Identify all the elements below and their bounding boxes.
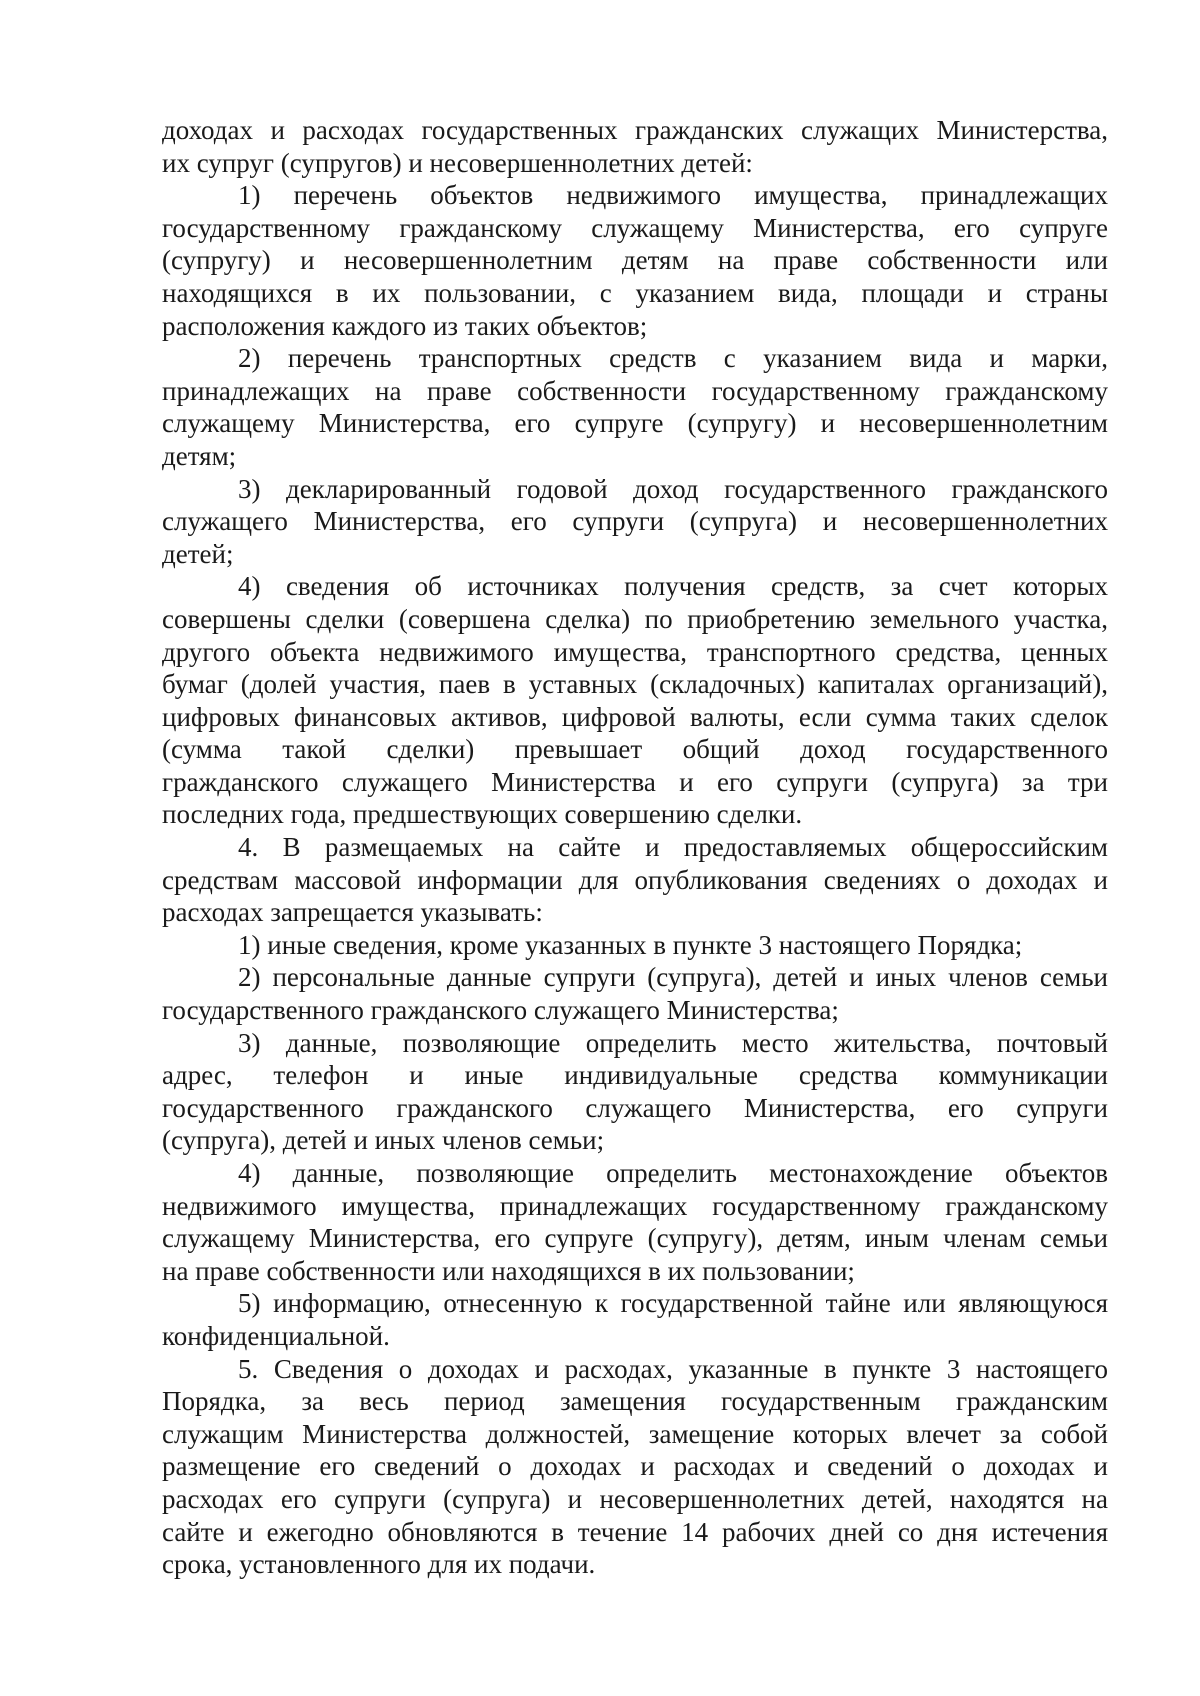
text-line: цифровых финансовых активов, цифровой валюты, если сумма таких сделок (162, 701, 1108, 732)
text-line: детей; (162, 538, 234, 569)
text-line: находящихся в их пользовании, с указанием вида, площади и страны (162, 277, 1108, 308)
text-line: государственного гражданского служащего Министерства, его супруги (162, 1092, 1108, 1123)
text-line: их супруг (супругов) и несовершеннолетних детей: (162, 147, 753, 178)
text-line: 3) данные, позволяющие определить место жительства, почтовый (238, 1027, 1108, 1058)
text-line: 2) перечень транспортных средств с указанием вида и марки, (238, 343, 1108, 374)
text-line: расходах его супруги (супруга) и несовершеннолетних детей, находятся на (162, 1483, 1108, 1514)
text-line: служащим Министерства должностей, замещение которых влечет за собой (162, 1418, 1108, 1449)
text-line: недвижимого имущества, принадлежащих государственному гражданскому (162, 1190, 1108, 1221)
text-line: размещение его сведений о доходах и расходах и сведений о доходах и (162, 1451, 1108, 1482)
text-line: 1) иные сведения, кроме указанных в пункте 3 настоящего Порядка; (238, 929, 1023, 960)
text-line: государственного гражданского служащего Министерства; (162, 995, 839, 1026)
text-line: доходах и расходах государственных гражданских служащих Министерства, (162, 115, 1108, 145)
text-line: гражданского служащего Министерства и его супруги (супруга) за три (162, 766, 1108, 797)
text-line: 1) перечень объектов недвижимого имущества, принадлежащих (238, 180, 1108, 211)
text-line: сайте и ежегодно обновляются в течение 14 рабочих дней со дня истечения (162, 1516, 1108, 1547)
text-line: 2) персональные данные супруги (супруга), детей и иных членов семьи (238, 962, 1108, 993)
text-line: принадлежащих на праве собственности государственному гражданскому (162, 375, 1108, 406)
text-line: 5. Сведения о доходах и расходах, указанные в пункте 3 настоящего (238, 1353, 1108, 1384)
text-line: (супруга), детей и иных членов семьи; (162, 1125, 605, 1156)
text-line: служащего Министерства, его супруги (супруга) и несовершеннолетних (162, 506, 1108, 537)
text-line: другого объекта недвижимого имущества, транспортного средства, ценных (162, 636, 1108, 667)
text-line: служащему Министерства, его супруге (супругу), детям, иным членам семьи (162, 1223, 1108, 1254)
text-line: служащему Министерства, его супруге (супругу) и несовершеннолетним (162, 408, 1108, 439)
text-line: государственному гражданскому служащему Министерства, его супруге (162, 212, 1108, 243)
text-line: на праве собственности или находящихся в их пользовании; (162, 1255, 855, 1286)
text-line: детям; (162, 440, 237, 471)
text-line: 4) сведения об источниках получения средств, за счет которых (238, 571, 1108, 602)
text-line: конфиденциальной. (162, 1320, 390, 1351)
text-line: 3) декларированный годовой доход государственного гражданского (238, 473, 1108, 504)
text-line: средствам массовой информации для опубликования сведениях о доходах и (162, 864, 1108, 895)
text-line: расположения каждого из таких объектов; (162, 310, 648, 341)
text-line: срока, установленного для их подачи. (162, 1549, 596, 1580)
text-line: (супругу) и несовершеннолетним детям на праве собственности или (162, 245, 1108, 276)
text-line: 4. В размещаемых на сайте и предоставляемых общероссийским (238, 832, 1108, 863)
text-line: 4) данные, позволяющие определить местонахождение объектов (238, 1158, 1108, 1188)
text-line: бумаг (долей участия, паев в уставных (складочных) капиталах организаций), (162, 669, 1108, 700)
document-body (162, 114, 1108, 1581)
text-line: (сумма такой сделки) превышает общий доход государственного (162, 734, 1108, 765)
text-line: расходах запрещается указывать: (162, 897, 543, 928)
text-line: последних года, предшествующих совершению сделки. (162, 799, 803, 830)
text-line: совершены сделки (совершена сделка) по приобретению земельного участка, (162, 603, 1108, 634)
text-line: 5) информацию, отнесенную к государственной тайне или являющуюся (238, 1288, 1108, 1319)
text-line: адрес, телефон и иные индивидуальные средства коммуникации (162, 1060, 1108, 1091)
text-line: Порядка, за весь период замещения государственным гражданским (162, 1386, 1108, 1417)
